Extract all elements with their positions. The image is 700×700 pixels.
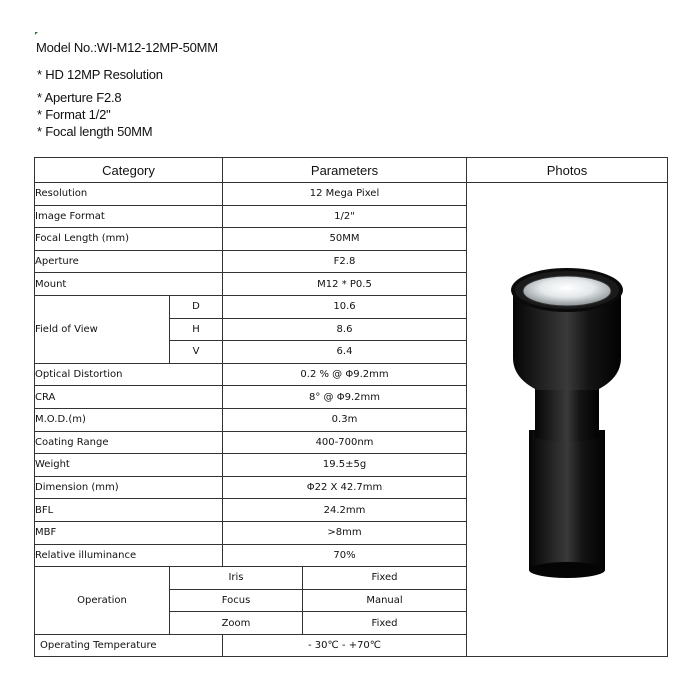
row-label: Weight: [35, 454, 223, 477]
feature-focal-length: * Focal length 50MM: [37, 124, 153, 139]
table-row: [35, 183, 668, 206]
row-value: 8° @ Φ9.2mm: [223, 386, 467, 409]
row-value: M12 * P0.5: [223, 273, 467, 296]
fov-value: 10.6: [223, 295, 467, 318]
row-label: Mount: [35, 273, 223, 296]
header-category: Category: [35, 158, 223, 183]
row-value: 0.3m: [223, 408, 467, 431]
row-value: 24.2mm: [223, 499, 467, 522]
row-value: 400-700nm: [223, 431, 467, 454]
lens-photo: [477, 240, 657, 600]
row-value: 12 Mega Pixel: [223, 183, 467, 206]
row-label: Dimension (mm): [35, 476, 223, 499]
row-label: Aperture: [35, 250, 223, 273]
header-parameters: Parameters: [223, 158, 467, 183]
row-label: Coating Range: [35, 431, 223, 454]
operation-value: Manual: [303, 589, 467, 612]
operation-label: Operation: [35, 567, 170, 635]
product-photo-cell: [467, 183, 668, 657]
row-value: 1/2": [223, 205, 467, 228]
model-number: Model No.:WI-M12-12MP-50MM: [36, 40, 218, 55]
temperature-label: Operating Temperature: [35, 634, 223, 657]
header-photos: Photos: [467, 158, 668, 183]
temperature-value: - 30℃ - +70℃: [223, 634, 467, 657]
row-value: 70%: [223, 544, 467, 567]
spec-table: [34, 157, 668, 657]
fov-value: 6.4: [223, 341, 467, 364]
row-label: Focal Length (mm): [35, 228, 223, 251]
feature-resolution: * HD 12MP Resolution: [37, 67, 163, 82]
feature-aperture: * Aperture F2.8: [37, 90, 122, 105]
table-header-row: [35, 158, 668, 183]
fov-axis: D: [170, 295, 223, 318]
lens-image: [477, 240, 657, 600]
row-value: 19.5±5g: [223, 454, 467, 477]
operation-value: Fixed: [303, 612, 467, 635]
fov-axis: V: [170, 341, 223, 364]
operation-name: Iris: [170, 567, 303, 590]
operation-name: Focus: [170, 589, 303, 612]
row-label: Resolution: [35, 183, 223, 206]
row-value: F2.8: [223, 250, 467, 273]
corner-mark: [35, 32, 38, 35]
row-label: MBF: [35, 521, 223, 544]
feature-format: * Format 1/2": [37, 107, 111, 122]
row-value: 50MM: [223, 228, 467, 251]
row-label: Relative illuminance: [35, 544, 223, 567]
row-label: M.O.D.(m): [35, 408, 223, 431]
row-value: >8mm: [223, 521, 467, 544]
fov-axis: H: [170, 318, 223, 341]
operation-value: Fixed: [303, 567, 467, 590]
row-label: CRA: [35, 386, 223, 409]
row-label: Optical Distortion: [35, 363, 223, 386]
fov-value: 8.6: [223, 318, 467, 341]
row-label: BFL: [35, 499, 223, 522]
fov-label: Field of View: [35, 295, 170, 363]
row-value: Φ22 X 42.7mm: [223, 476, 467, 499]
operation-name: Zoom: [170, 612, 303, 635]
row-label: Image Format: [35, 205, 223, 228]
row-value: 0.2 % @ Φ9.2mm: [223, 363, 467, 386]
